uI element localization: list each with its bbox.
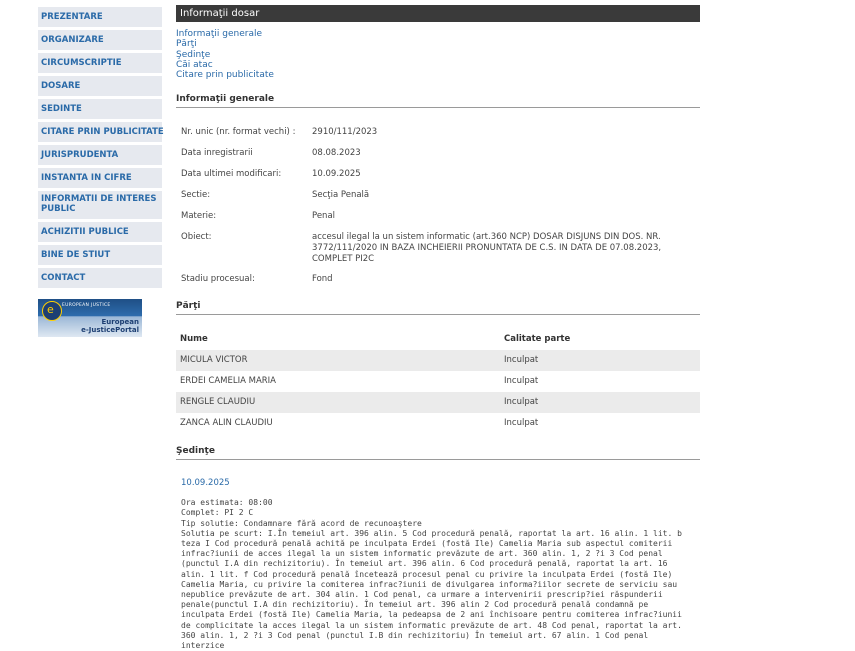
nav-item-informatii-interes[interactable]: INFORMATII DE INTERES PUBLIC [38,191,162,219]
parte-nume: MICULA VICTOR [180,355,248,365]
info-value: Secţia Penală [312,190,370,200]
info-value: accesul ilegal la un sistem informatic (art.360 NCP) DOSAR DISJUNS DIN DOS. NR. 3772/111/2020 IN BAZA INCHEIERII PRONUNTATA DE C.S. IN DATA DE 07.08.2023, COMPLET PI2C [312,232,662,264]
info-label: Data ultimei modificari: [181,169,282,179]
info-value: 10.09.2025 [312,169,361,179]
sedinta-date: 10.09.2025 [181,478,230,488]
info-value: 08.08.2023 [312,148,361,158]
parte-calitate: Inculpat [504,418,539,428]
sedinta-complet: Complet: PI 2 C [181,508,254,518]
nav-item-sedinte[interactable]: SEDINTE [38,99,162,119]
section-links [176,29,700,80]
link-cai-atac[interactable]: Căi atac [176,59,213,70]
parte-calitate: Inculpat [504,397,539,407]
nav-item-instanta-cifre[interactable]: INSTANTA IN CIFRE [38,168,162,188]
nav-item-bine-de-stiut[interactable]: BINE DE STIUT [38,245,162,265]
sedinta-solutie: Solutia pe scurt: I.În temeiul art. 396 alin. 5 Cod procedură penală, raportat la art. 16 alin. 1 lit. b teza I Cod procedură penală achită pe inculpata Erdei (fostă Ile) Camelia Maria sub aspectul comiterii infrac?iunii de acces ilegal la un sistem informatic prevăzute de art. 360 alin. 1, 2 ?i 3 Cod penal (punctul I.A din rechizitoriu). În temeiul art. 396 alin. 6 Cod procedură penală, raportat la art. 16 alin. 1 lit. f Cod procedură penală încetează procesul penal cu privire la inculpata Erdei (fostă Ile) Camelia Maria, cu privire la comiterea infrac?iunii de divulgarea informa?iilor secrete de serviciu sau nepublice prevăzute de art. 304 alin. 1 Cod penal, ca urmare a intervenirii prescrip?iei răspunderii penale(punctul I.A din rechizitoriu). În temeiul art. 396 alin 2 Cod procedură penală condamnă pe inculpata Erdei (fostă Ile) Camelia Maria, la pedeapsa de 2 ani închisoare pentru comiterea infrac?iunii de complicitate la acces ilegal la un sistem informatic prevăzute de art. 48 Cod penal, raportat la art. 360 alin. 1, 2 ?i 3 Cod penal (punctul I.B din rechizitoriu) În temeiul art. 67 alin. 1 Cod penal interzice [181,528,682,651]
nav-item-dosare[interactable]: DOSARE [38,76,162,96]
page-title: Informaţii dosar [176,5,700,22]
banner-portal-text [81,318,139,334]
nav-item-achizitii[interactable]: ACHIZITII PUBLICE [38,222,162,242]
info-value: 2910/111/2023 [312,127,378,137]
info-label: Sectie: [181,190,211,200]
general-heading: Informaţii generale [176,94,700,108]
sedinta-ora: Ora estimata: 08:00 [181,498,273,508]
link-informatii-generale[interactable]: Informaţii generale [176,29,262,39]
table-row [176,371,700,392]
sedinte-heading: Şedinţe [176,446,700,460]
link-citare[interactable]: Citare prin publicitate [176,70,274,81]
info-label: Obiect: [181,232,212,242]
parte-calitate: Inculpat [504,355,539,365]
col-header-calitate: Calitate parte [504,334,571,344]
link-sedinte[interactable]: Şedinţe [176,49,211,60]
parti-heading: Părţi [176,301,700,315]
info-label: Nr. unic (nr. format vechi) : [181,127,296,137]
info-value: Fond [312,274,333,284]
info-label: Materie: [181,211,217,221]
banner-portal-line2: e-JusticePortal [81,326,139,334]
parte-nume: RENGLE CLAUDIU [180,397,256,407]
e-letter-icon: e [47,303,54,316]
main-content [176,5,700,651]
nav-item-prezentare[interactable]: PREZENTARE [38,7,162,27]
parti-table-header [176,330,700,348]
sedinta-tip-solutie: Tip solutie: Condamnare fără acord de recunoaştere [181,518,422,528]
sedinta-details [181,478,696,651]
nav-item-organizare[interactable]: ORGANIZARE [38,30,162,50]
banner-small-text: EUROPEAN JUSTICE [62,303,111,308]
table-row [176,392,700,413]
link-parti[interactable]: Părţi [176,39,197,50]
table-row [176,350,700,371]
parte-nume: ERDEI CAMELIA MARIA [180,376,276,386]
e-justice-banner[interactable] [38,299,142,337]
nav-item-contact[interactable]: CONTACT [38,268,162,288]
table-row [176,413,700,434]
nav-item-jurisprudenta[interactable]: JURISPRUDENTA [38,145,162,165]
col-header-nume: Nume [180,334,208,344]
banner-portal-line1: European [101,318,139,326]
nav-item-circumscriptie[interactable]: CIRCUMSCRIPTIE [38,53,162,73]
nav-item-citare[interactable]: CITARE PRIN PUBLICITATE [38,122,162,142]
sidebar-nav [38,7,162,291]
info-value: Penal [312,211,336,221]
info-label: Stadiu procesual: [181,274,255,284]
info-label: Data inregistrarii [181,148,253,158]
parte-nume: ZANCA ALIN CLAUDIU [180,418,273,428]
parte-calitate: Inculpat [504,376,539,386]
